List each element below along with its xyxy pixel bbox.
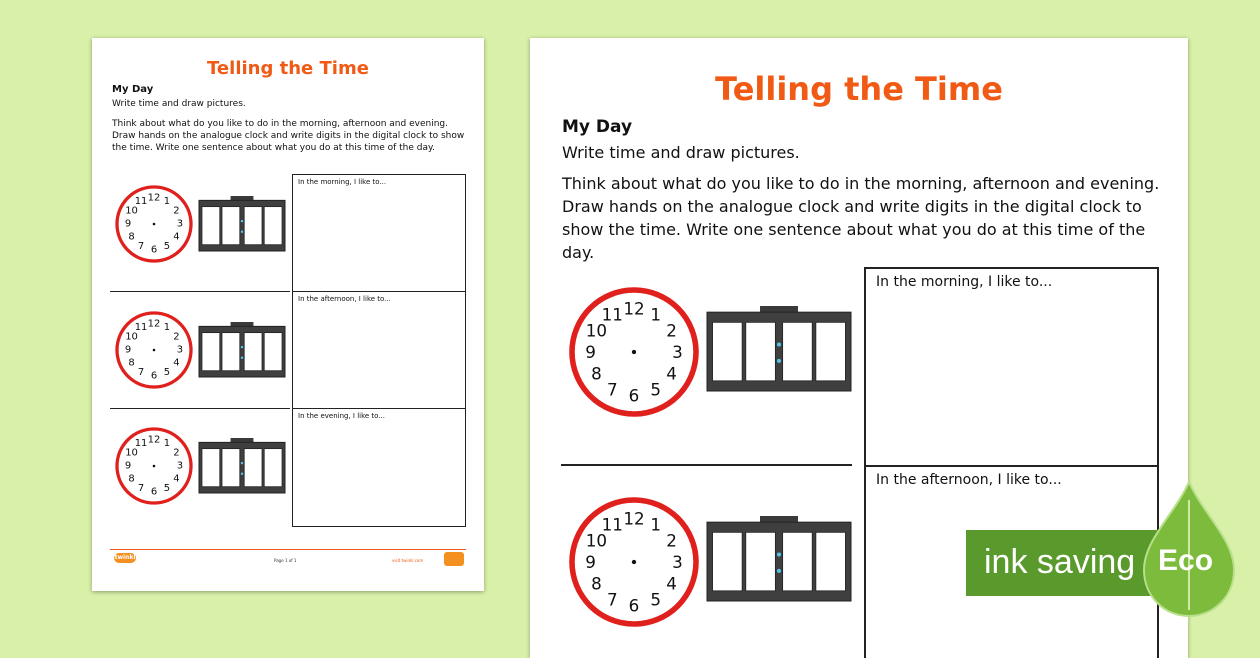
- clock-number: 4: [173, 231, 179, 242]
- clock-number: 9: [125, 461, 131, 472]
- clock-number: 12: [623, 509, 644, 529]
- clock-number: 6: [151, 244, 157, 255]
- digit-cell: [264, 449, 282, 487]
- clock-number: 9: [585, 342, 596, 362]
- digit-cell: [783, 322, 813, 380]
- clock-number: 7: [138, 483, 144, 494]
- clock-number: 3: [177, 461, 183, 472]
- digit-cell: [783, 532, 813, 590]
- digit-cell: [244, 449, 262, 487]
- page-title: Telling the Time: [92, 58, 484, 79]
- clock-number: 2: [173, 448, 179, 459]
- page-title: Telling the Time: [530, 70, 1188, 108]
- clock-number: 7: [138, 367, 144, 378]
- clock-number: 9: [125, 345, 131, 356]
- digit-cell: [222, 207, 240, 245]
- twinkl-logo: twinkl: [114, 553, 136, 563]
- clock-number: 4: [666, 364, 677, 384]
- prompt-afternoon: In the afternoon, I like to...: [876, 472, 1062, 488]
- clock-number: 2: [666, 320, 677, 340]
- clock-number: 1: [650, 304, 661, 324]
- clock-number: 4: [173, 473, 179, 484]
- digit-cell: [713, 322, 743, 380]
- clock-number: 1: [650, 514, 661, 534]
- prompt-afternoon: In the afternoon, I like to...: [298, 295, 391, 303]
- clock-number: 8: [128, 357, 134, 368]
- colon-dot: [777, 343, 781, 347]
- prompt-morning: In the morning, I like to...: [876, 274, 1052, 290]
- digit-cell: [816, 322, 846, 380]
- colon-dot: [241, 346, 243, 348]
- clock-number: 2: [666, 530, 677, 550]
- ink-saving-label: ink saving: [984, 538, 1135, 586]
- digit-cell: [222, 333, 240, 371]
- clock-center-dot: [153, 465, 156, 468]
- instruction-long: Think about what do you like to do in the morning, afternoon and evening. Draw hands on the analogue clock and write digits in the digital clock to show the time. Write one sentence about what you do at this time of the day.: [112, 118, 470, 154]
- instruction-short: Write time and draw pictures.: [562, 141, 800, 164]
- digital-clock[interactable]: [198, 438, 286, 494]
- prompt-evening: In the evening, I like to...: [298, 412, 385, 420]
- digital-clock[interactable]: [198, 196, 286, 252]
- digital-clock[interactable]: [706, 306, 852, 392]
- clock-number: 5: [164, 241, 170, 252]
- footer-rule: [110, 549, 466, 550]
- digit-cell: [244, 333, 262, 371]
- digit-cell: [202, 449, 220, 487]
- clock-number: 3: [672, 552, 683, 572]
- footer-url: visit twinkl.com: [392, 558, 423, 563]
- clock-number: 11: [135, 196, 148, 207]
- digit-cell: [746, 532, 776, 590]
- clock-number: 9: [585, 552, 596, 572]
- clock-number: 6: [151, 370, 157, 381]
- clock-number: 6: [629, 595, 640, 615]
- clock-number: 4: [173, 357, 179, 368]
- clock-number: 3: [177, 345, 183, 356]
- clock-center-dot: [632, 560, 636, 564]
- worksheet-preview-small: [92, 38, 484, 591]
- colon-dot: [777, 359, 781, 363]
- subtitle: My Day: [562, 117, 632, 137]
- clock-number: 10: [125, 332, 138, 343]
- analogue-clock[interactable]: [92, 38, 484, 591]
- eco-label: Eco: [1158, 541, 1213, 581]
- clock-number: 10: [125, 448, 138, 459]
- colon-dot: [777, 553, 781, 557]
- clock-number: 3: [177, 219, 183, 230]
- footer-badge-icon: [444, 552, 464, 566]
- colon-dot: [241, 220, 243, 222]
- clock-number: 8: [128, 473, 134, 484]
- colon-dot: [777, 569, 781, 573]
- colon-dot: [241, 462, 243, 464]
- clock-number: 7: [607, 590, 618, 610]
- clock-number: 11: [602, 514, 623, 534]
- colon-dot: [241, 357, 243, 359]
- clock-number: 8: [128, 231, 134, 242]
- clock-number: 8: [591, 574, 602, 594]
- clock-number: 11: [135, 322, 148, 333]
- subtitle: My Day: [112, 84, 153, 95]
- clock-number: 5: [650, 590, 661, 610]
- clock-number: 12: [148, 435, 161, 446]
- digit-cell: [264, 207, 282, 245]
- clock-number: 7: [138, 241, 144, 252]
- colon-dot: [241, 473, 243, 475]
- clock-number: 11: [135, 438, 148, 449]
- digital-clock[interactable]: [706, 516, 852, 602]
- page-number: Page 1 of 1: [274, 558, 296, 563]
- digit-cell: [713, 532, 743, 590]
- clock-number: 2: [173, 332, 179, 343]
- digital-clock[interactable]: [198, 322, 286, 378]
- clock-number: 10: [586, 530, 607, 550]
- clock-number: 8: [591, 364, 602, 384]
- instruction-short: Write time and draw pictures.: [112, 98, 246, 111]
- clock-number: 1: [164, 322, 170, 333]
- clock-number: 4: [666, 574, 677, 594]
- clock-number: 10: [125, 206, 138, 217]
- clock-number: 9: [125, 219, 131, 230]
- digit-cell: [816, 532, 846, 590]
- digit-cell: [222, 449, 240, 487]
- clock-number: 5: [164, 483, 170, 494]
- clock-number: 6: [629, 385, 640, 405]
- colon-dot: [241, 231, 243, 233]
- clock-number: 2: [173, 206, 179, 217]
- digit-cell: [244, 207, 262, 245]
- clock-number: 3: [672, 342, 683, 362]
- digit-cell: [746, 322, 776, 380]
- prompt-morning: In the morning, I like to...: [298, 178, 386, 186]
- clock-number: 12: [623, 299, 644, 319]
- instruction-long: Think about what do you like to do in the morning, afternoon and evening. Draw hands on the analogue clock and write digits in the digital clock to show the time. Write one sentence about what you do at this time of the day.: [562, 172, 1160, 264]
- clock-number: 1: [164, 196, 170, 207]
- clock-number: 1: [164, 438, 170, 449]
- digit-cell: [202, 207, 220, 245]
- digit-cell: [202, 333, 220, 371]
- clock-number: 12: [148, 193, 161, 204]
- digit-cell: [264, 333, 282, 371]
- clock-number: 10: [586, 320, 607, 340]
- clock-number: 7: [607, 380, 618, 400]
- clock-number: 5: [164, 367, 170, 378]
- clock-number: 11: [602, 304, 623, 324]
- clock-number: 6: [151, 486, 157, 497]
- clock-number: 12: [148, 319, 161, 330]
- clock-number: 5: [650, 380, 661, 400]
